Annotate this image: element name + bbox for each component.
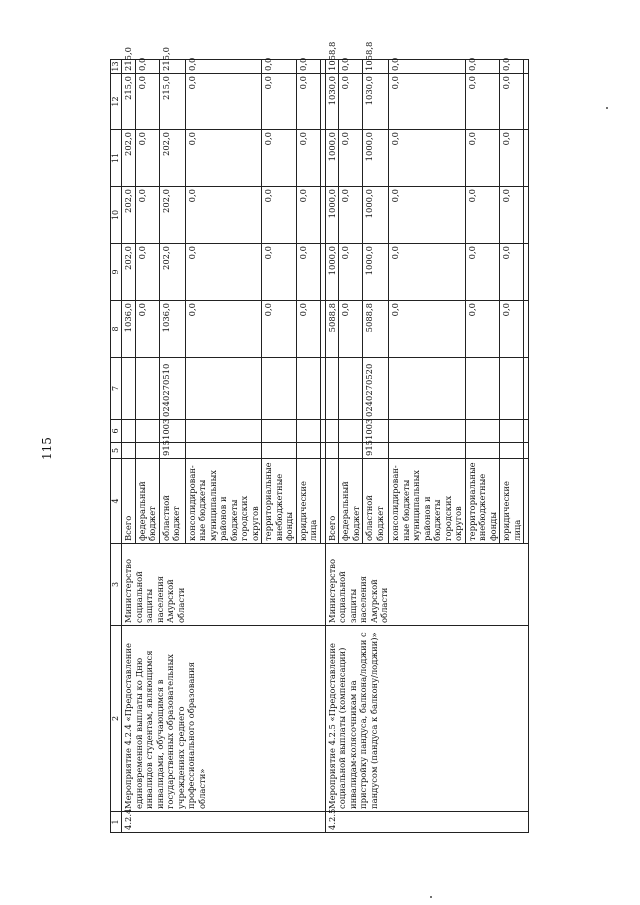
budget-table-rotated (110, 41, 522, 833)
spacer-cell (524, 244, 529, 301)
header-cell: 10 (111, 187, 122, 244)
table-row (122, 60, 136, 833)
amount-cell: 0,0 (465, 187, 500, 244)
amount-cell: 0,0 (185, 74, 262, 130)
amount-cell: 0,0 (339, 301, 363, 358)
amount-cell: 0,0 (389, 187, 466, 244)
amount-cell: 0,0 (500, 130, 524, 187)
amount-cell: 1058,8 (363, 60, 389, 74)
grbs-code (122, 443, 136, 459)
grbs-code (339, 443, 363, 459)
amount-cell: 215,0 (159, 74, 185, 130)
header-row (111, 60, 122, 833)
rz-pr-code (262, 420, 297, 443)
amount-cell: 0,0 (296, 301, 320, 358)
funding-source: территориальные внебюджетные фонды (465, 459, 500, 544)
amount-cell: 0,0 (339, 130, 363, 187)
funding-source: федеральный бюджет (339, 459, 363, 544)
csr-code (296, 358, 320, 420)
funding-source: Всего (122, 459, 136, 544)
amount-cell: 0,0 (389, 130, 466, 187)
amount-cell: 1058,8 (325, 60, 339, 74)
amount-cell: 0,0 (339, 244, 363, 301)
amount-cell: 202,0 (122, 244, 136, 301)
amount-cell: 1030,0 (325, 74, 339, 130)
amount-cell: 0,0 (135, 301, 159, 358)
spacer-cell (524, 443, 529, 459)
rz-pr-code (500, 420, 524, 443)
row-number: 4.2.5 (325, 812, 529, 833)
csr-code (389, 358, 466, 420)
amount-cell: 0,0 (465, 74, 500, 130)
amount-cell: 0,0 (296, 130, 320, 187)
spacer-cell (524, 358, 529, 420)
grbs-code: 915 (363, 443, 389, 459)
rz-pr-code (339, 420, 363, 443)
spacer-cell (524, 60, 529, 74)
spacer-cell (524, 187, 529, 244)
amount-cell: 0,0 (500, 74, 524, 130)
grbs-code (325, 443, 339, 459)
amount-cell: 0,0 (500, 244, 524, 301)
spacer-cell (524, 301, 529, 358)
funding-source: территориальные внебюджетные фонды (262, 459, 297, 544)
amount-cell: 0,0 (465, 244, 500, 301)
amount-cell: 202,0 (122, 130, 136, 187)
grbs-code (465, 443, 500, 459)
amount-cell: 1000,0 (325, 130, 339, 187)
header-cell: 3 (111, 544, 122, 626)
amount-cell: 5088,8 (363, 301, 389, 358)
amount-cell: 0,0 (262, 74, 297, 130)
csr-code (135, 358, 159, 420)
amount-cell: 0,0 (262, 187, 297, 244)
amount-cell: 0,0 (500, 301, 524, 358)
rz-pr-code (296, 420, 320, 443)
amount-cell: 1000,0 (325, 187, 339, 244)
funding-source: консолидирован-ные бюджеты муниципальных районов и бюджеты городских округов (185, 459, 262, 544)
grbs-code (500, 443, 524, 459)
csr-code: 0240270510 (159, 358, 185, 420)
amount-cell: 215,0 (159, 60, 185, 74)
amount-cell: 0,0 (135, 244, 159, 301)
rz-pr-code (389, 420, 466, 443)
amount-cell: 1000,0 (363, 244, 389, 301)
spacer-cell (524, 420, 529, 443)
rz-pr-code (122, 420, 136, 443)
executor-name: Министерство социальной защиты населения Амурской области (122, 544, 326, 626)
amount-cell: 0,0 (135, 130, 159, 187)
header-cell: 6 (111, 420, 122, 443)
csr-code (262, 358, 297, 420)
funding-source: областной бюджет (363, 459, 389, 544)
amount-cell: 0,0 (296, 244, 320, 301)
row-number: 4.2.4 (122, 812, 326, 833)
amount-cell: 1036,0 (159, 301, 185, 358)
grbs-code (185, 443, 262, 459)
amount-cell: 202,0 (122, 187, 136, 244)
measure-name: Мероприятие 4.2.4 «Предоставление единовременной выплаты ко Дню инвалидов студентам, являющимся инвалидами, обучающимся в государственных образовательных учреждениях среднего профессионального образования области» (122, 626, 326, 812)
amount-cell: 0,0 (339, 187, 363, 244)
amount-cell: 0,0 (339, 60, 363, 74)
amount-cell: 0,0 (185, 130, 262, 187)
amount-cell: 0,0 (465, 130, 500, 187)
amount-cell: 215,0 (122, 60, 136, 74)
amount-cell: 0,0 (185, 301, 262, 358)
spacer-cell (524, 459, 529, 544)
amount-cell: 5088,8 (325, 301, 339, 358)
amount-cell: 202,0 (159, 187, 185, 244)
csr-code (500, 358, 524, 420)
csr-code (325, 358, 339, 420)
amount-cell: 0,0 (185, 187, 262, 244)
funding-source: федеральный бюджет (135, 459, 159, 544)
amount-cell: 1000,0 (325, 244, 339, 301)
amount-cell: 0,0 (262, 244, 297, 301)
header-cell: 1 (111, 812, 122, 833)
amount-cell: 1000,0 (363, 130, 389, 187)
header-cell: 9 (111, 244, 122, 301)
grbs-code: 915 (159, 443, 185, 459)
amount-cell: 0,0 (389, 60, 466, 74)
amount-cell: 0,0 (135, 187, 159, 244)
table-row (325, 60, 339, 833)
header-cell: 11 (111, 130, 122, 187)
funding-source: юридические лица (500, 459, 524, 544)
amount-cell: 0,0 (389, 301, 466, 358)
amount-cell: 0,0 (185, 244, 262, 301)
header-cell: 12 (111, 74, 122, 130)
amount-cell: 215,0 (122, 74, 136, 130)
scan-speck (606, 107, 608, 109)
header-cell: 13 (111, 61, 120, 72)
rz-pr-code: 1003 (363, 420, 389, 443)
csr-code: 0240270520 (363, 358, 389, 420)
amount-cell: 1000,0 (363, 187, 389, 244)
header-cell: 7 (111, 358, 122, 420)
csr-code (185, 358, 262, 420)
page-number: 115 (40, 437, 54, 460)
executor-name: Министерство социальной защиты населения Амурской области (325, 544, 529, 626)
grbs-code (389, 443, 466, 459)
amount-cell: 0,0 (500, 187, 524, 244)
funding-source: юридические лица (296, 459, 320, 544)
header-cell: 4 (111, 459, 122, 544)
amount-cell: 0,0 (500, 60, 524, 74)
scan-speck (430, 896, 432, 898)
header-cell: 8 (111, 301, 122, 358)
spacer-cell (524, 130, 529, 187)
rz-pr-code (325, 420, 339, 443)
rz-pr-code (185, 420, 262, 443)
amount-cell: 0,0 (262, 130, 297, 187)
amount-cell: 0,0 (465, 60, 500, 74)
amount-cell: 202,0 (159, 130, 185, 187)
grbs-code (296, 443, 320, 459)
csr-code (122, 358, 136, 420)
header-cell: 2 (111, 626, 122, 812)
rz-pr-code (465, 420, 500, 443)
grbs-code (262, 443, 297, 459)
rz-pr-code (135, 420, 159, 443)
funding-source: консолидирован-ные бюджеты муниципальных районов и бюджеты городских округов (389, 459, 466, 544)
amount-cell: 0,0 (296, 187, 320, 244)
csr-code (339, 358, 363, 420)
funding-source: областной бюджет (159, 459, 185, 544)
amount-cell: 1036,0 (122, 301, 136, 358)
amount-cell: 0,0 (185, 60, 262, 74)
amount-cell: 0,0 (465, 301, 500, 358)
amount-cell: 0,0 (389, 244, 466, 301)
funding-source: Всего (325, 459, 339, 544)
amount-cell: 0,0 (135, 74, 159, 130)
amount-cell: 0,0 (135, 60, 159, 74)
header-cell: 5 (111, 443, 122, 459)
amount-cell: 0,0 (296, 74, 320, 130)
amount-cell: 0,0 (296, 60, 320, 74)
rz-pr-code: 1003 (159, 420, 185, 443)
amount-cell: 0,0 (262, 60, 297, 74)
amount-cell: 0,0 (389, 74, 466, 130)
amount-cell: 1030,0 (363, 74, 389, 130)
csr-code (465, 358, 500, 420)
grbs-code (135, 443, 159, 459)
budget-table (110, 41, 529, 833)
amount-cell: 0,0 (339, 74, 363, 130)
amount-cell: 202,0 (159, 244, 185, 301)
spacer-cell (524, 74, 529, 130)
amount-cell: 0,0 (262, 301, 297, 358)
measure-name: Мероприятие 4.2.5 «Предоставление социальной выплаты (компенсации) инвалидам-колясочникам на пристройку пандуса, балкона/лоджии с пандусом (пандуса к балкону/лоджии)» (325, 626, 529, 812)
